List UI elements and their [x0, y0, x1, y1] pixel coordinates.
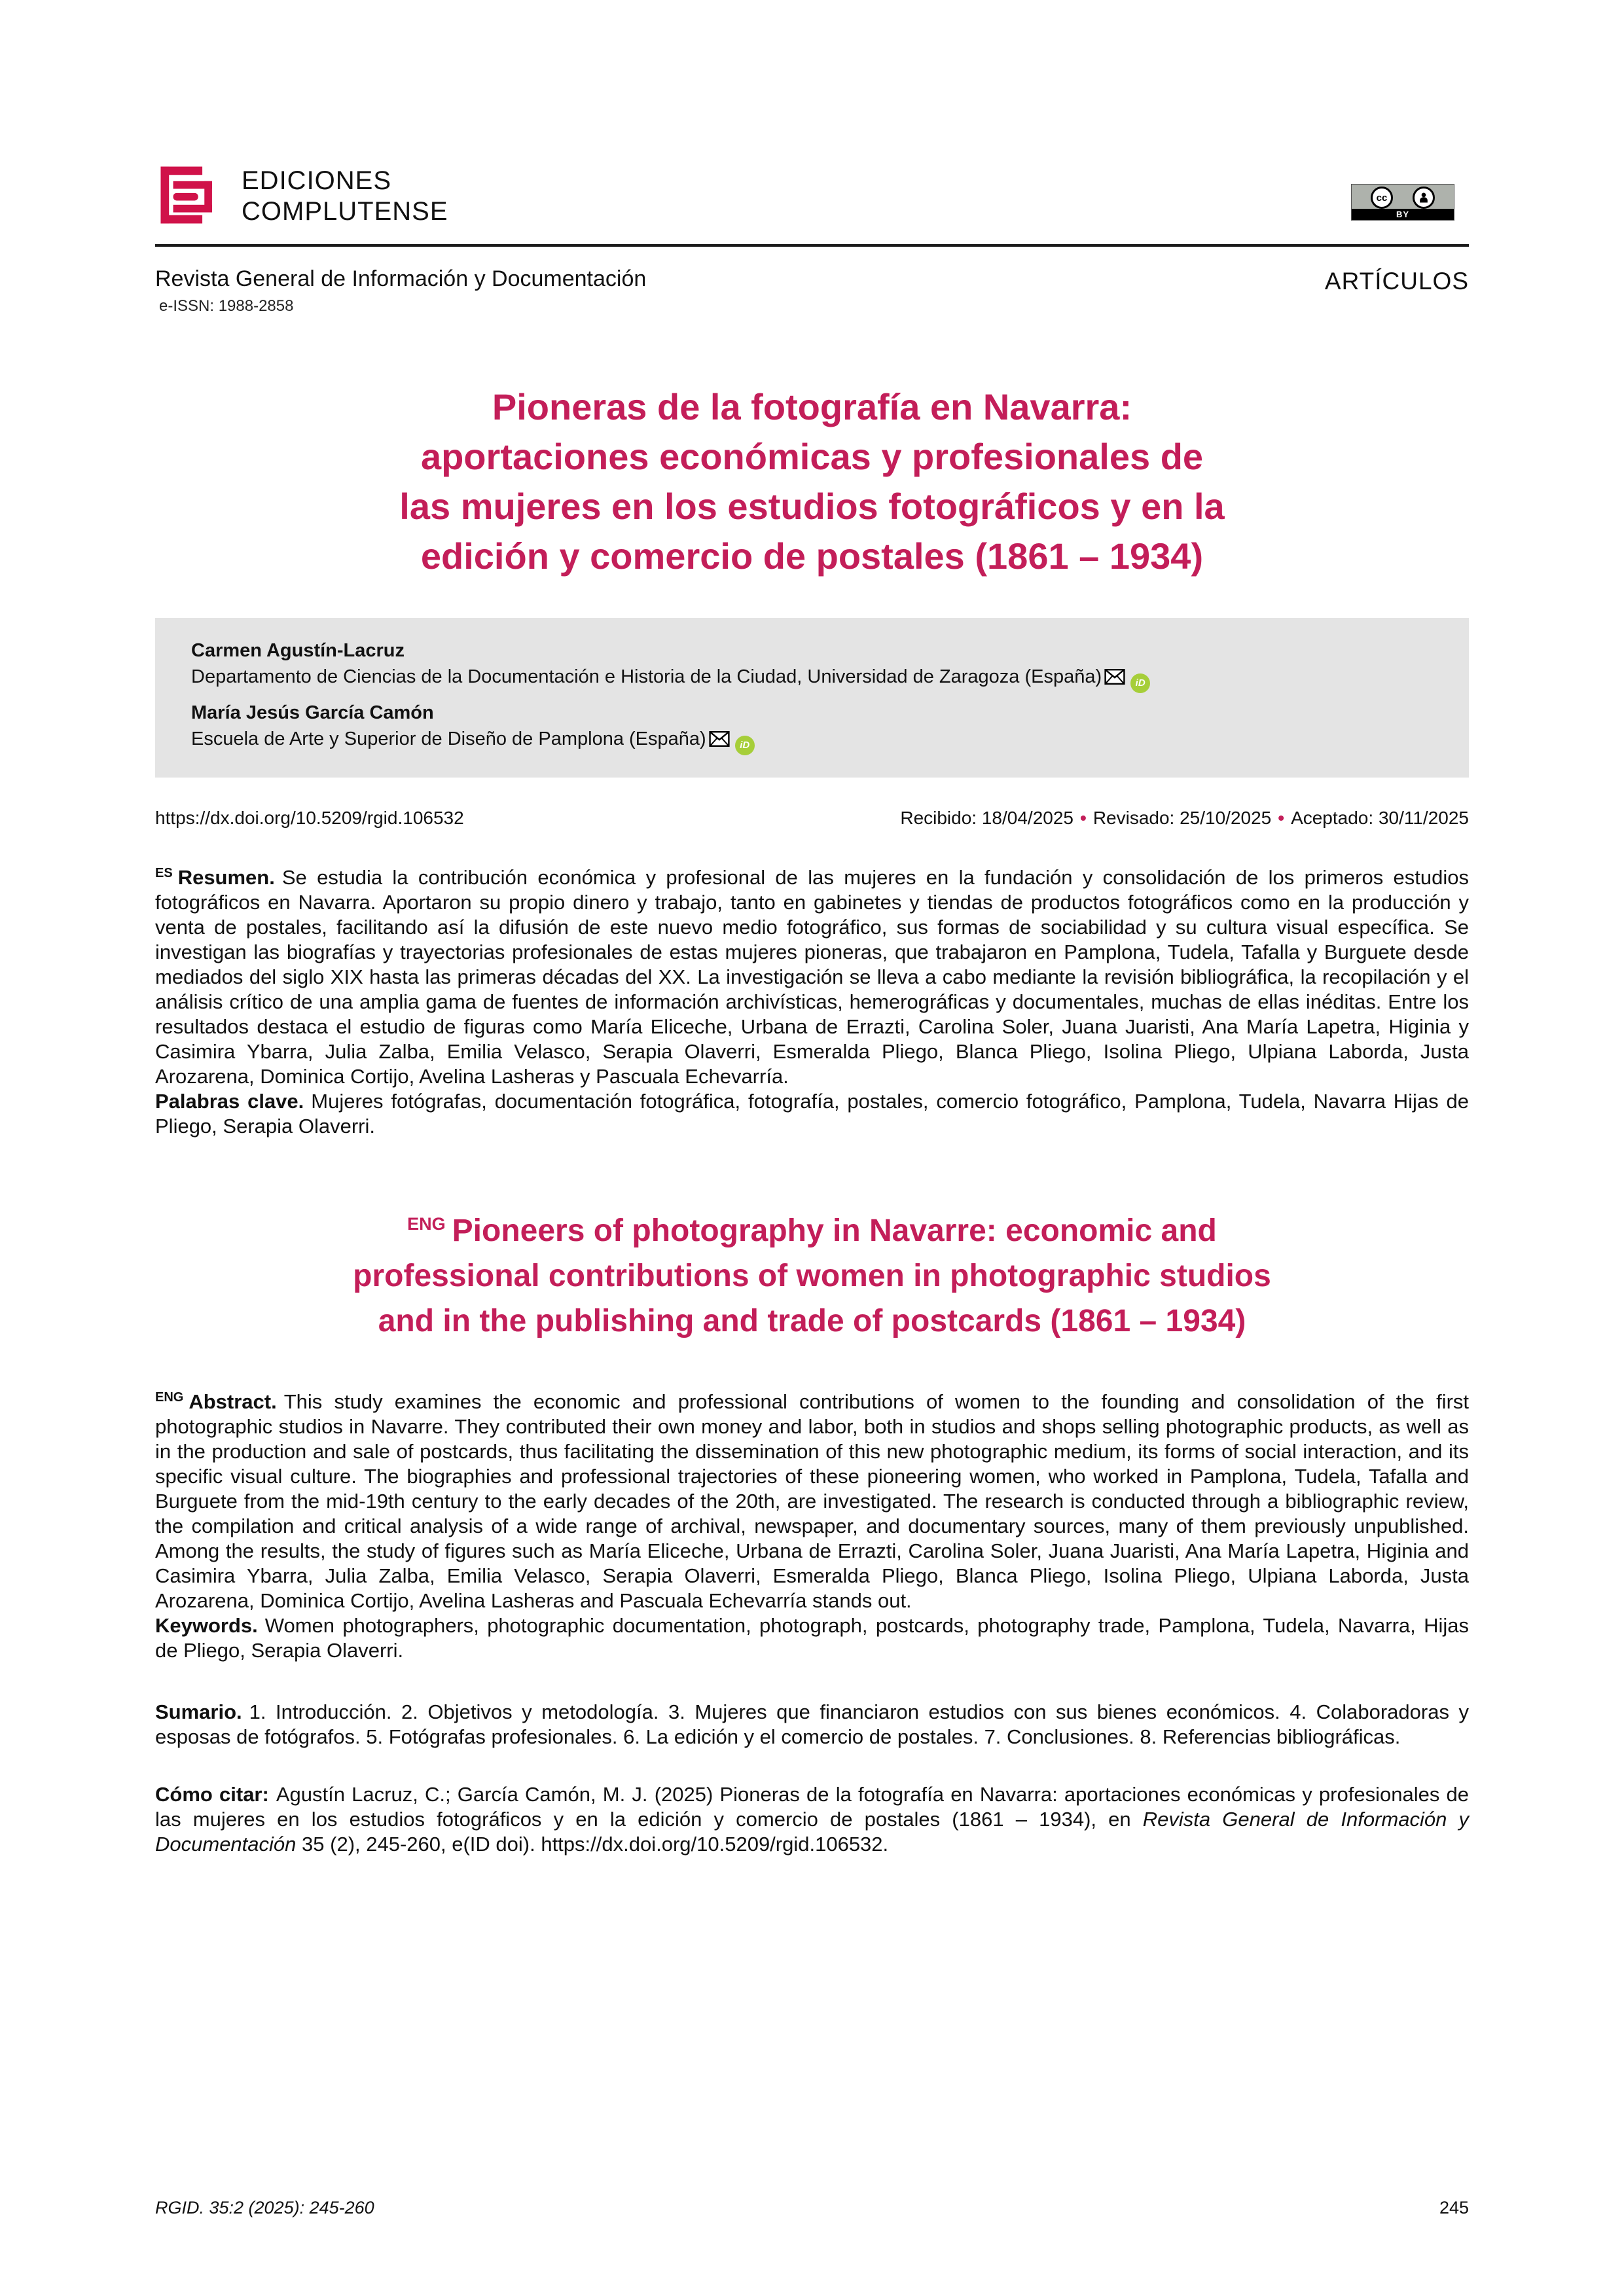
accepted-date: Aceptado: 30/11/2025 — [1291, 808, 1469, 828]
email-icon[interactable] — [1104, 666, 1125, 692]
abstract-lang-tag: ENG — [155, 1390, 184, 1405]
article-title-es — [155, 382, 1469, 581]
doi-dates-row — [155, 808, 1469, 829]
journal-info — [155, 266, 646, 315]
cc-icon-text: cc — [1376, 192, 1388, 204]
attribution-person-icon — [1413, 187, 1435, 209]
running-footer-journal-ref: RGID. 35:2 (2025): 245-260 — [155, 2198, 374, 2217]
article-dates — [900, 808, 1469, 829]
cc-badge-icons — [1352, 186, 1454, 209]
resumen-label: Resumen. — [177, 866, 275, 889]
section-label: ARTÍCULOS — [1324, 268, 1469, 295]
doi-link[interactable]: https://dx.doi.org/10.5209/rgid.106532 — [155, 808, 464, 828]
sumario-paragraph — [155, 1700, 1469, 1749]
palabras-clave-paragraph — [155, 1089, 1469, 1139]
title-es-line: las mujeres en los estudios fotográficos y en la — [399, 486, 1225, 527]
revised-date: Revisado: 25/10/2025 — [1092, 808, 1272, 828]
cc-icon — [1371, 187, 1393, 209]
author-affiliation-text: Escuela de Arte y Superior de Diseño de Pamplona (España) — [191, 728, 706, 749]
date-separator-dot: • — [1080, 808, 1087, 828]
palabras-clave-label: Palabras clave. — [155, 1090, 304, 1113]
abstract-text: This study examines the economic and professional contributions of women to the founding and consolidation of the first photographic studios in Navarre. They contributed their own money and labor, both in studios and shops selling photographic products, as well as in the production and sale of postcards, thus facilitating the dissemination of this new photographic medium, its forms of social interaction, and its specific visual culture. The biographies and professional trajectories of these pioneering women, who worked in Pamplona, Tudela, Tafalla and Burguete from the mid-19th century to the early decades of the 20th, are investigated. The research is conducted through a bibliographic review, the compilation and critical analysis of a wide range of archival, newspaper, and documentary sources, many of them previously unpublished. Among the results, the study of figures such as María Eliceche, Urbana de Errazti, Carolina Soler, Juana Juaristi, Ana María Lapetra, Higinia and Casimira Ybarra, Julia Zalba, Emilia Velasco, Serapia Olaverri, Esmeralda Pliego, Blanca Pliego, Isolina Pliego, Ulpiana Laborda, Justa Arozarena, Dominica Cortijo, Avelina Lasheras and Pascuala Echevarría stands out. — [155, 1390, 1469, 1612]
orcid-icon-text: iD — [740, 740, 750, 751]
keywords-text: Women photographers, photographic documentation, photograph, postcards, photography trade, Pamplona, Tudela, Navarra, Hijas de Pliego, Serapia Olaverri. — [155, 1614, 1469, 1662]
author-affiliation — [191, 726, 1433, 755]
citation-text-after: 35 (2), 245-260, e(ID doi). https://dx.doi.org/10.5209/rgid.106532. — [302, 1833, 889, 1856]
resumen-lang-tag: ES — [155, 865, 173, 880]
resumen-paragraph — [155, 865, 1469, 1089]
abstract-label: Abstract. — [189, 1390, 277, 1413]
resumen-text: Se estudia la contribución económica y profesional de las mujeres en la fundación y consolidación de los primeros estudios fotográficos en Navarra. Aportaron su propio dinero y trabajo, tanto en gabinetes y tiendas de productos fotográficos como en la producción y venta de postales, facilitando así la difusión de este nuevo medio fotográfico, sus formas de sociabilidad y su cultura visual específica. Se investigan las biografías y trayectorias profesionales de estas mujeres pioneras, que trabajaron en Pamplona, Tudela, Tafalla y Burguete desde mediados del siglo XIX hasta las primeras décadas del XX. La investigación se lleva a cabo mediante la revisión bibliográfica, la recopilación y el análisis crítico de una amplia gama de fuentes de información archivísticas, hemerográficas y documentales, muchas de ellas inéditas. Entre los resultados destaca el estudio de figuras como María Eliceche, Urbana de Errazti, Carolina Soler, Juana Juaristi, Ana María Lapetra, Higinia y Casimira Ybarra, Julia Zalba, Emilia Velasco, Serapia Olaverri, Esmeralda Pliego, Blanca Pliego, Isolina Pliego, Ulpiana Laborda, Justa Arozarena, Dominica Cortijo, Avelina Lasheras y Pascuala Echevarría. — [155, 866, 1469, 1088]
email-icon[interactable] — [709, 728, 730, 754]
ediciones-complutense-logo-icon — [155, 160, 225, 230]
citation-text-before: Agustín Lacruz, C.; García Camón, M. J. (2025) Pioneras de la fotografía en Navarra: aportaciones económicas y profesionales de las mujeres en los estudios fotográficos y en la edición y comercio de postales (1861 – 1934), en — [155, 1783, 1469, 1831]
title-en-line-text: Pioneers of photography in Navarre: economic and — [452, 1213, 1217, 1248]
title-es-line: aportaciones económicas y profesionales de — [420, 436, 1204, 477]
journal-name: Revista General de Información y Documentación — [155, 266, 647, 291]
title-es-line: Pioneras de la fotografía en Navarra: — [492, 386, 1132, 427]
cc-by-license-badge[interactable] — [1351, 184, 1454, 221]
publisher-line1: EDICIONES — [242, 166, 392, 195]
how-to-cite-label: Cómo citar: — [155, 1783, 269, 1806]
brand-row — [155, 160, 1469, 234]
palabras-clave-text: Mujeres fotógrafas, documentación fotográfica, fotografía, postales, comercio fotográfico, Pamplona, Tudela, Navarra Hijas de Pliego, Serapia Olaverri. — [155, 1090, 1469, 1138]
how-to-cite-paragraph — [155, 1782, 1469, 1857]
title-en-line: professional contributions of women in photographic studios — [353, 1259, 1271, 1293]
cc-by-label: BY — [1352, 209, 1454, 220]
orcid-icon[interactable] — [735, 736, 755, 755]
sumario-label: Sumario. — [155, 1700, 242, 1723]
authors-box — [155, 618, 1469, 778]
author-entry — [191, 637, 1433, 693]
orcid-icon-text: iD — [1135, 677, 1146, 689]
author-affiliation-text: Departamento de Ciencias de la Documentación e Historia de la Ciudad, Universidad de Zaragoza (España) — [191, 666, 1102, 687]
author-entry — [191, 700, 1433, 755]
title-en-line: and in the publishing and trade of postcards (1861 – 1934) — [378, 1304, 1246, 1338]
masthead — [155, 160, 1469, 315]
keywords-label: Keywords. — [155, 1614, 258, 1637]
article-title-en — [155, 1202, 1469, 1344]
sumario-text: 1. Introducción. 2. Objetivos y metodología. 3. Mujeres que financiaron estudios con sus bienes económicos. 4. Colaboradoras y esposas de fotógrafos. 5. Fotógrafas profesionales. 6. La edición y el comercio de postales. 7. Conclusiones. 8. Referencias bibliográficas. — [155, 1700, 1469, 1748]
journal-issn: e-ISSN: 1988-2858 — [159, 297, 294, 315]
received-date: Recibido: 18/04/2025 — [900, 808, 1074, 828]
page-footer — [155, 2198, 1469, 2218]
title-es-line: edición y comercio de postales (1861 – 1934) — [420, 535, 1204, 577]
author-name: Carmen Agustín-Lacruz — [191, 640, 405, 661]
journal-row — [155, 266, 1469, 315]
publisher-name — [242, 166, 448, 227]
date-separator-dot: • — [1278, 808, 1285, 828]
abstract-paragraph — [155, 1390, 1469, 1613]
orcid-icon[interactable] — [1130, 673, 1150, 693]
title-en-lang-tag: ENG — [407, 1214, 446, 1234]
author-name: María Jesús García Camón — [191, 702, 434, 723]
keywords-paragraph — [155, 1613, 1469, 1663]
citation-journal-name: Revista General de Información y Documentación — [155, 1808, 1469, 1856]
publisher-line2: COMPLUTENSE — [242, 197, 448, 226]
title-en-line — [155, 1202, 1469, 1253]
author-affiliation — [191, 664, 1433, 693]
header-divider — [155, 244, 1469, 247]
page-number: 245 — [1439, 2198, 1469, 2217]
